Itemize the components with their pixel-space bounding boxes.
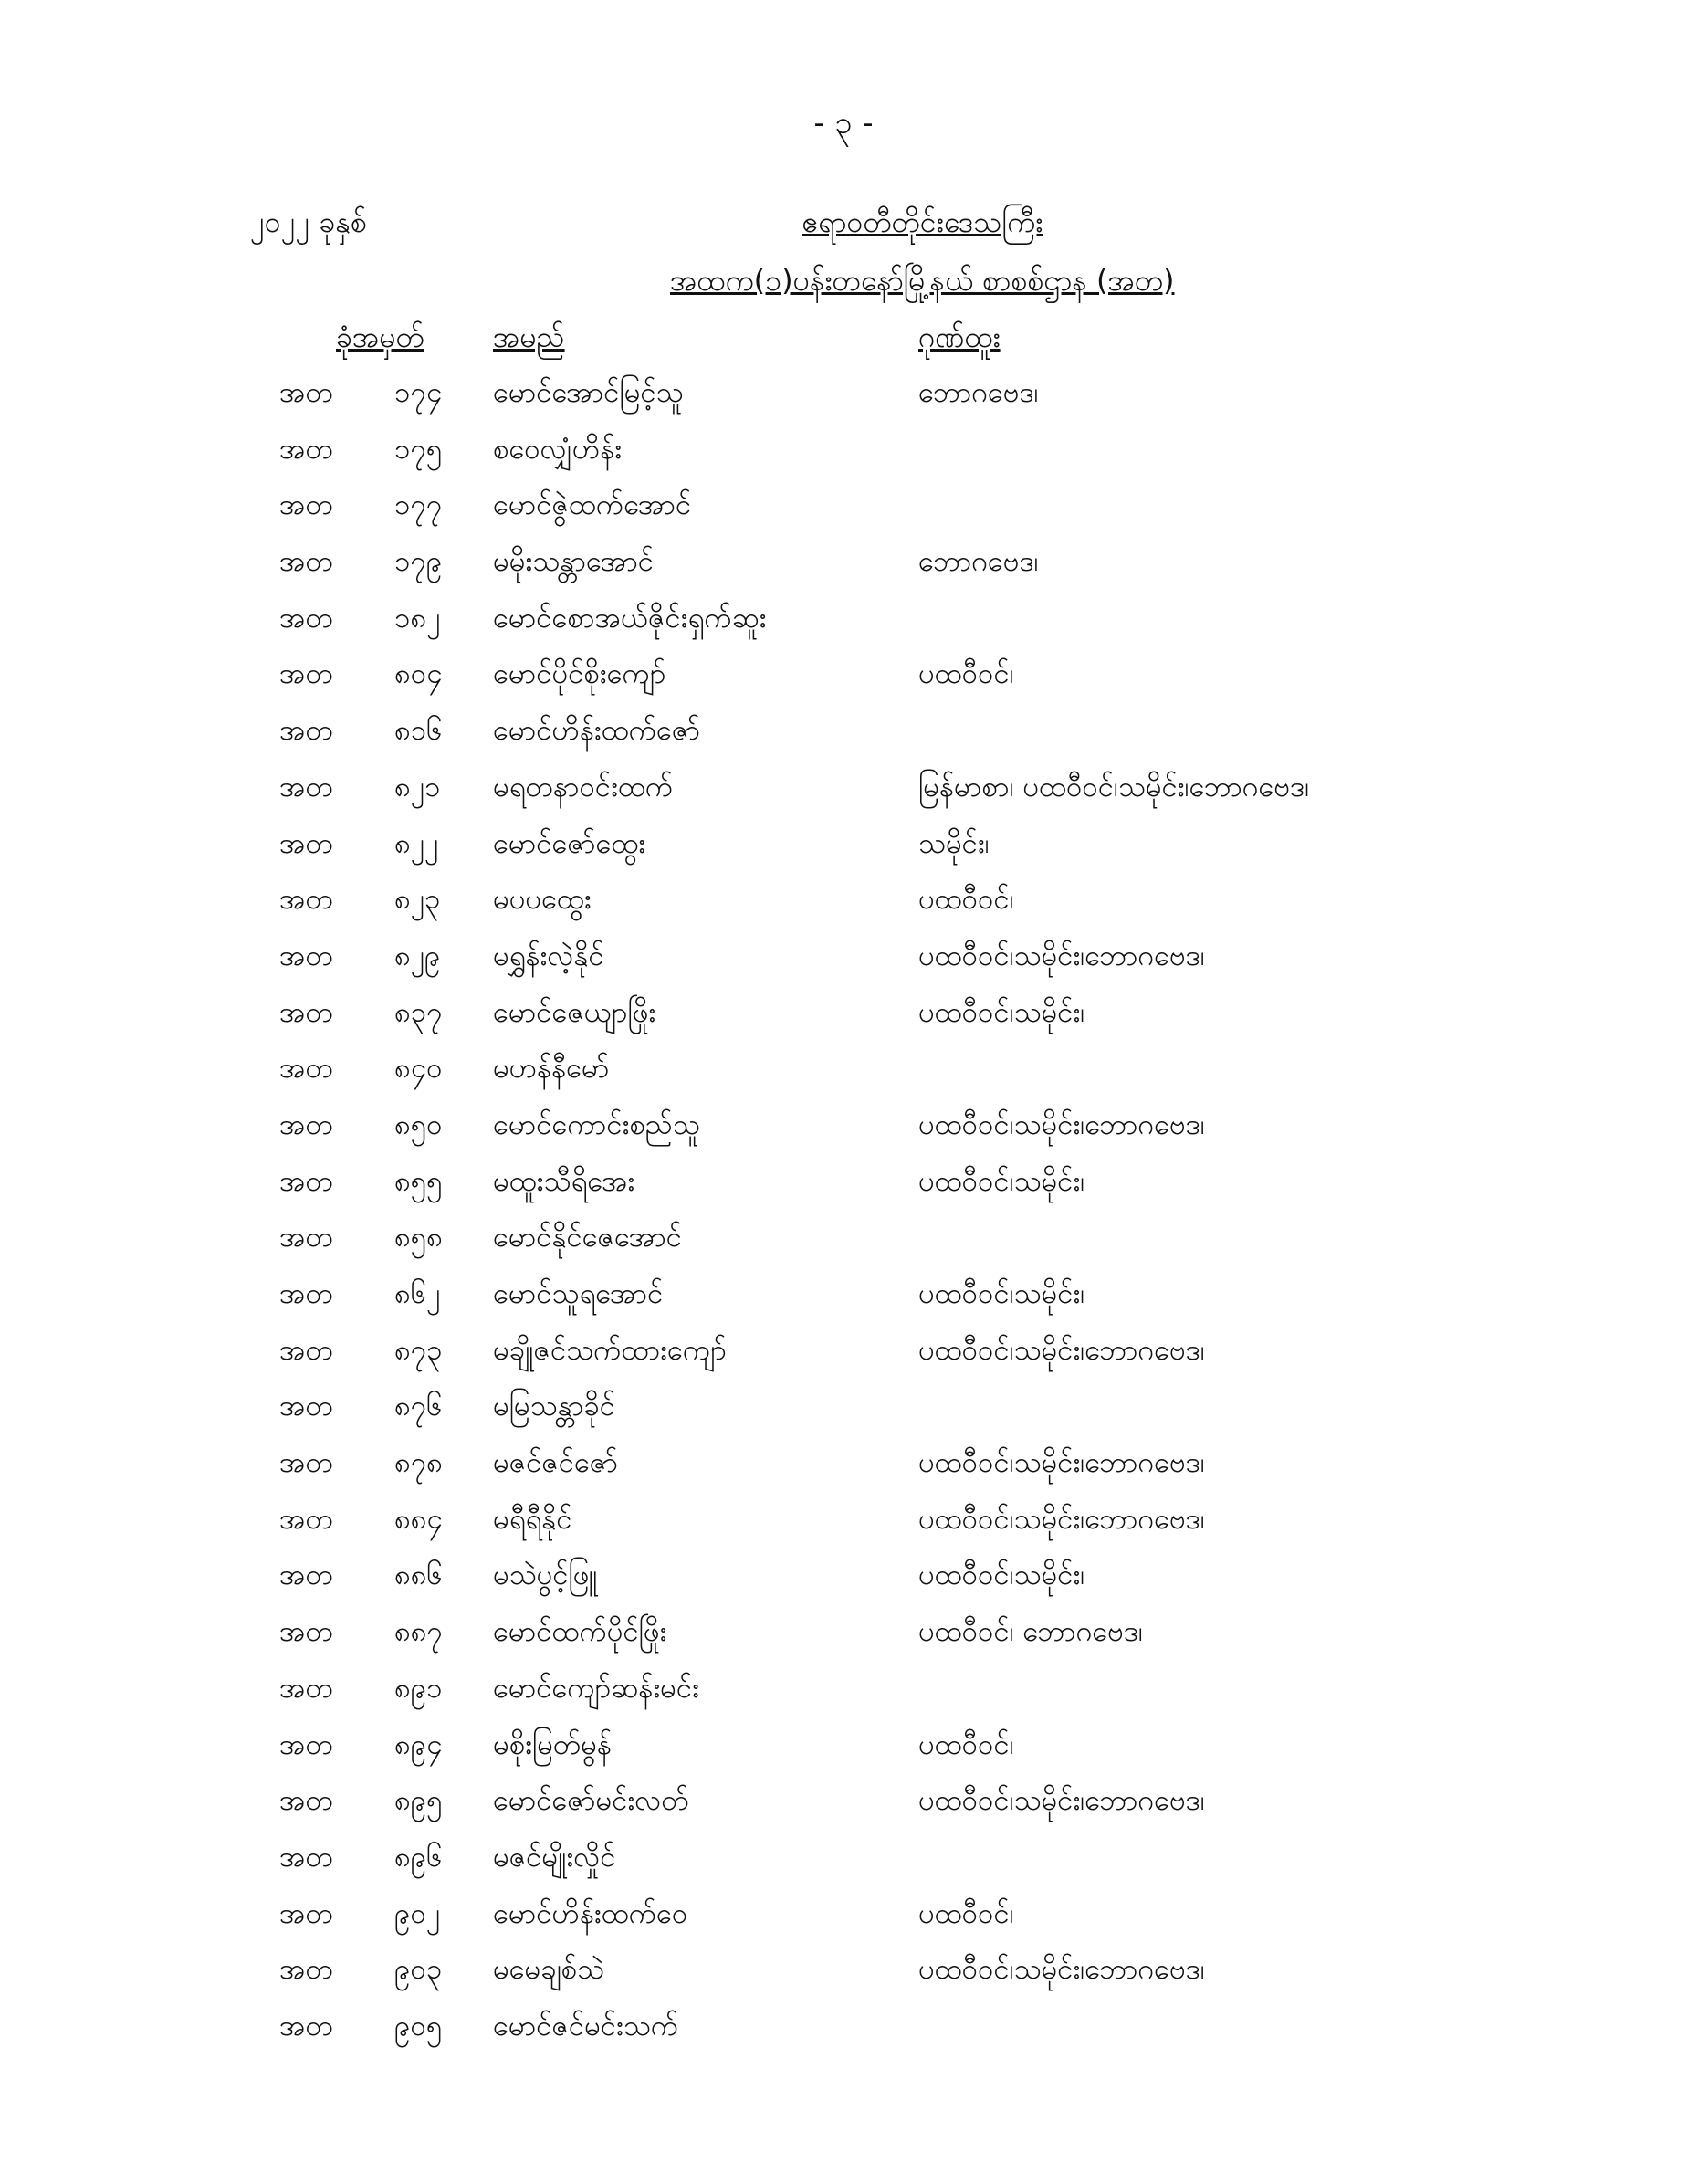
table-row [0,1435,1687,1492]
distinctions: ပထဝီဝင်၊ [918,657,1014,691]
table-row [0,1830,1687,1886]
student-name: မောင်ဟိန်းထက်ဇော် [493,714,701,748]
distinctions: ပထဝီဝင်၊သမိုင်း၊ [918,995,1085,1029]
table-row [0,591,1687,647]
roll-number: ၈၄၀ [394,1052,443,1086]
page-number: - ၃ - [813,105,874,142]
roll-number: ၁၇၉ [394,545,443,579]
table-row [0,872,1687,929]
student-name: မရတနာဝင်းထက် [493,770,674,803]
student-name: မောင်ဇော်ထွေး [493,826,646,860]
table-row [0,1942,1687,1999]
roll-number: ၁၈၂ [394,601,441,635]
roll-prefix: အတ [279,1333,333,1367]
student-name: မောင်ကောင်းစည်သူ [493,1108,700,1141]
roll-number: ၈၅၈ [394,1221,443,1255]
student-name: မရီရီနိုင် [493,1502,572,1536]
roll-number: ၈၃၇ [394,995,443,1029]
roll-prefix: အတ [279,376,333,409]
roll-number: ၈၉၁ [394,1671,443,1705]
roll-number: ၈၇၃ [394,1333,443,1367]
table-row [0,1661,1687,1717]
roll-prefix: အတ [279,1502,333,1536]
roll-prefix: အတ [279,1953,333,1987]
student-name: မောင်ဇင်မင်းသက် [493,2009,679,2042]
distinctions: မြန်မာစာ၊ ပထဝီဝင်၊သမိုင်း၊ဘောဂဗေဒ၊ [918,770,1310,803]
roll-prefix: အတ [279,995,333,1029]
table-row [0,1154,1687,1211]
roll-number: ၁၇၇ [394,488,443,522]
student-name: မောင်နိုင်ဇေအောင် [493,1221,682,1255]
roll-prefix: အတ [279,1784,333,1818]
table-row [0,1266,1687,1323]
roll-prefix: အတ [279,1840,333,1874]
roll-number: ၈၉၅ [394,1784,443,1818]
student-name: မပပထွေး [493,883,592,917]
student-name: မထူးသီရိအေး [493,1164,635,1198]
roll-prefix: အတ [279,488,333,522]
table-row [0,1097,1687,1154]
table-row [0,1773,1687,1830]
student-name: မောင်ပိုင်စိုးကျော် [493,657,666,691]
roll-number: ၈၈၆ [394,1559,443,1592]
roll-prefix: အတ [279,1446,333,1480]
roll-number: ၁၇၄ [394,376,443,409]
student-name: မဇင်ဇင်ဇော် [493,1446,618,1480]
distinctions: ပထဝီဝင်၊သမိုင်း၊ဘောဂဗေဒ၊ [918,939,1205,972]
student-name: မမြသန္တာခိုင် [493,1390,615,1423]
table-row [0,703,1687,760]
roll-prefix: အတ [279,1221,333,1255]
roll-number: ၉၀၅ [394,2009,443,2042]
roll-prefix: အတ [279,601,333,635]
roll-prefix: အတ [279,545,333,579]
table-row [0,422,1687,478]
distinctions: ပထဝီဝင်၊သမိုင်း၊ဘောဂဗေဒ၊ [918,1333,1205,1367]
distinctions: ပထဝီဝင်၊ [918,1727,1014,1761]
distinctions: ဘောဂဗေဒ၊ [918,545,1039,579]
roll-number: ၈၆၂ [394,1277,441,1310]
roll-number: ၉၀၃ [394,1953,443,1987]
distinctions: ပထဝီဝင်၊ [918,883,1014,917]
table-row [0,1548,1687,1604]
distinctions: ပထဝီဝင်၊သမိုင်း၊ [918,1559,1085,1592]
roll-number: ၁၇၅ [394,432,443,466]
student-name: မသဲပွင့်ဖြူ [493,1559,598,1592]
roll-prefix: အတ [279,1108,333,1141]
roll-prefix: အတ [279,432,333,466]
table-row [0,365,1687,422]
student-name: မဟန်နီမော် [493,1052,610,1086]
roll-number: ၈၅၀ [394,1108,443,1141]
distinctions: ဘောဂဗေဒ၊ [918,376,1039,409]
roll-prefix: အတ [279,826,333,860]
table-row [0,1604,1687,1661]
student-name: မောင်သူရအောင် [493,1277,664,1310]
distinctions: ပထဝီဝင်၊သမိုင်း၊ဘောဂဗေဒ၊ [918,1784,1205,1818]
student-name: မမေချစ်သဲ [493,1953,605,1987]
roll-prefix: အတ [279,770,333,803]
roll-number: ၈၇၆ [394,1390,443,1423]
roll-prefix: အတ [279,1896,333,1930]
results-list [0,365,1687,2055]
roll-number: ၈၂၂ [394,826,439,860]
distinctions: ပထဝီဝင်၊သမိုင်း၊ဘောဂဗေဒ၊ [918,1502,1205,1536]
student-name: မောင်အောင်မြင့်သူ [493,376,684,409]
table-row [0,646,1687,703]
roll-number: ၈၂၁ [394,770,441,803]
student-name: မောင်ဇွဲထက်အောင် [493,488,692,522]
table-row [0,985,1687,1042]
roll-number: ၈၂၃ [394,883,441,917]
column-header-distinctions: ဂုဏ်ထူး [918,320,1001,354]
roll-prefix: အတ [279,1052,333,1086]
table-row [0,1886,1687,1943]
table-row [0,816,1687,873]
student-name: မချိုဇင်သက်ထားကျော် [493,1333,727,1367]
table-row [0,760,1687,816]
table-row [0,929,1687,985]
roll-prefix: အတ [279,1277,333,1310]
distinctions: သမိုင်း၊ [918,826,990,860]
roll-prefix: အတ [279,657,333,691]
roll-number: ၈၇၈ [394,1446,443,1480]
student-name: မောင်ထက်ပိုင်ဖြိုး [493,1615,667,1649]
table-row [0,1323,1687,1380]
exam-year: ၂၀၂၂ ခုနှစ် [250,205,367,239]
student-name: မောင်ဇေယျာဖြိုး [493,995,656,1029]
distinctions: ပထဝီဝင်၊ [918,1896,1014,1930]
roll-number: ၈၉၆ [394,1840,443,1874]
roll-number: ၈၀၄ [394,657,443,691]
distinctions: ပထဝီဝင်၊သမိုင်း၊ဘောဂဗေဒ၊ [918,1446,1205,1480]
student-name: မောင်ဟိန်းထက်ဝေ [493,1896,688,1930]
distinctions: ပထဝီဝင်၊သမိုင်း၊ [918,1164,1085,1198]
table-row [0,534,1687,591]
region-title: ဧရာဝတီတိုင်းဒေသကြီး [802,205,1043,239]
table-row [0,1379,1687,1435]
roll-number: ၈၈၇ [394,1615,443,1649]
roll-prefix: အတ [279,939,333,972]
table-row [0,1210,1687,1266]
student-name: စဝေလျှံဟိန်း [493,432,623,466]
table-row [0,1492,1687,1549]
distinctions: ပထဝီဝင်၊ ဘောဂဗေဒ၊ [918,1615,1143,1649]
distinctions: ပထဝီဝင်၊သမိုင်း၊ဘောဂဗေဒ၊ [918,1953,1205,1987]
exam-center-title: အထက(၁)ပန်းတနော်မြို့နယ် စာစစ်ဌာန (အတ) [670,263,1175,298]
table-row [0,478,1687,534]
distinctions: ပထဝီဝင်၊သမိုင်း၊ [918,1277,1085,1310]
roll-prefix: အတ [279,2009,333,2042]
distinctions: ပထဝီဝင်၊သမိုင်း၊ဘောဂဗေဒ၊ [918,1108,1205,1141]
roll-prefix: အတ [279,1559,333,1592]
student-name: မောင်ဇော်မင်းလတ် [493,1784,689,1818]
column-header-name: အမည် [493,320,565,354]
roll-prefix: အတ [279,1671,333,1705]
column-header-roll-number: ခုံအမှတ် [336,320,424,354]
student-name: မစိုးမြတ်မွန် [493,1727,612,1761]
roll-number: ၈၁၆ [394,714,443,748]
student-name: မဇင်မျိုးလှိုင် [493,1840,616,1874]
roll-number: ၈၉၄ [394,1727,443,1761]
roll-prefix: အတ [279,883,333,917]
student-name: မမိုးသန္တာအောင် [493,545,655,579]
student-name: မောင်စောအယ်ဇိုင်းရှက်ဆူး [493,601,767,635]
roll-prefix: အတ [279,1615,333,1649]
student-name: မရွှန်းလဲ့နိုင် [493,939,604,972]
roll-number: ၈၅၅ [394,1164,443,1198]
roll-number: ၈၂၉ [394,939,441,972]
student-name: မောင်ကျော်ဆန်းမင်း [493,1671,699,1705]
roll-prefix: အတ [279,1727,333,1761]
roll-prefix: အတ [279,714,333,748]
table-row [0,1041,1687,1097]
table-row [0,1999,1687,2055]
roll-prefix: အတ [279,1390,333,1423]
roll-number: ၉၀၂ [394,1896,441,1930]
roll-number: ၈၈၄ [394,1502,443,1536]
roll-prefix: အတ [279,1164,333,1198]
table-row [0,1717,1687,1774]
